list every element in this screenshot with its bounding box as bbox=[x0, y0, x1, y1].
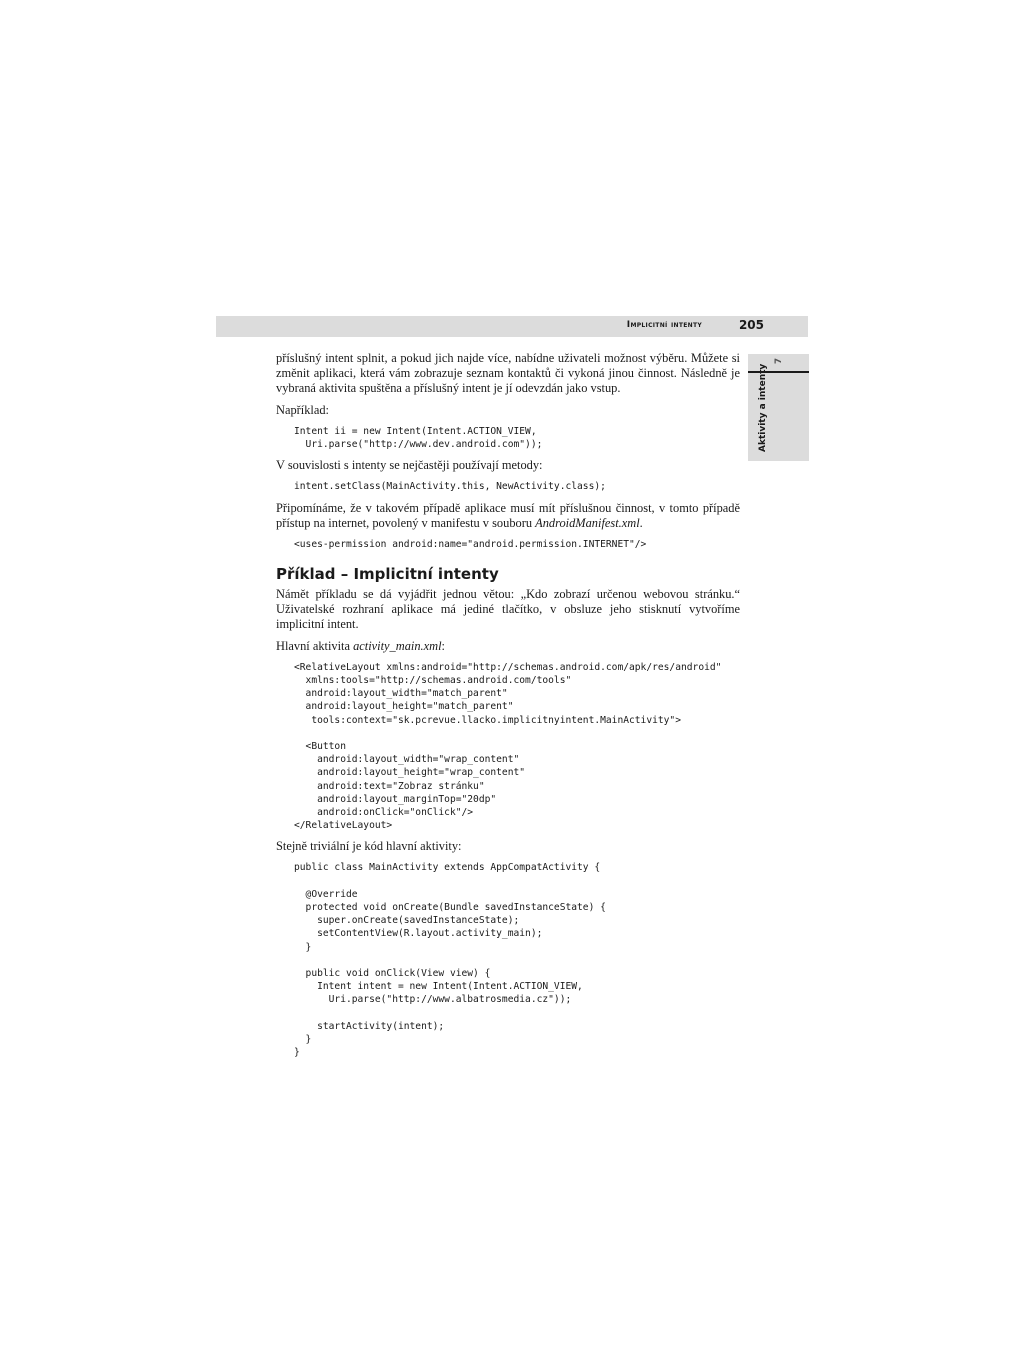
paragraph-main-activity bbox=[276, 639, 740, 654]
code-main-activity: public class MainActivity extends AppCompatActivity { @Override protected void onCreate(Bundle savedInstanceState) { super.onCreate(savedInstanceState); setContentView(R.layout.activity_main); } public void onClick(View view) { Intent intent = new Intent(Intent.ACTION_VIEW, Uri.parse("http://www.albatrosmedia.cz")); startActivity(intent); } } bbox=[294, 862, 606, 1059]
running-header-title: Implicitní intenty bbox=[626, 320, 702, 330]
paragraph-permission-end: . bbox=[639, 515, 643, 530]
paragraph-intro: příslušný intent splnit, a pokud jich najde více, nabídne uživateli možnost výběru. Můžete si změnit aplikaci, která vám zobrazuje seznam kontaktů či vykoná jinou činnost. Následně je vybraná aktivita spuštěna a příslušný intent je jí odevzdán jako vstup. bbox=[276, 351, 740, 395]
chapter-title: Aktivity a intenty bbox=[758, 363, 768, 452]
chapter-thumb-tab bbox=[748, 354, 809, 461]
code-intent-example: Intent ii = new Intent(Intent.ACTION_VIEW, Uri.parse("http://www.dev.android.com")); bbox=[294, 426, 543, 451]
paragraph-activity-code: Stejně triviální je kód hlavní aktivity: bbox=[276, 839, 462, 854]
paragraph-permission-text: Připomínáme, že v takovém případě aplikace musí mít příslušnou činnost, v tomto případě přístup na internet, povolený v manifestu v souboru bbox=[276, 500, 740, 530]
layout-filename: activity_main.xml bbox=[353, 638, 442, 653]
running-header bbox=[216, 316, 808, 337]
manifest-filename: AndroidManifest.xml bbox=[535, 515, 640, 530]
code-uses-permission: <uses-permission android:name="android.permission.INTERNET"/> bbox=[294, 538, 647, 550]
paragraph-main-activity-text: Hlavní aktivita bbox=[276, 638, 354, 653]
page-body bbox=[276, 351, 740, 1067]
chapter-number: 7 bbox=[774, 357, 784, 365]
paragraph-methods: V souvislosti s intenty se nejčastěji používají metody: bbox=[276, 458, 543, 473]
paragraph-example-description: Námět příkladu se dá vyjádřit jednou větou: „Kdo zobrazí určenou webovou stránku.“ Uživatelské rozhraní aplikace má jediné tlačítko, v obsluze jeho stisknutí vytvoříme implicitní intent. bbox=[276, 586, 740, 631]
paragraph-example-label: Například: bbox=[276, 403, 329, 417]
code-layout-xml: <RelativeLayout xmlns:android="http://schemas.android.com/apk/res/android" xmlns:tools="http://schemas.android.com/tools" android:layout_width="match_parent" android:layout_height="match_parent" tools:context="sk.pcrevue.llacko.implicitnyintent.MainActivity"> <Button android:layout_width="wrap_content" android:layout_height="wrap_content" android:text="Zobraz stránku" android:layout_marginTop="20dp" android:onClick="onClick"/> </RelativeLayout> bbox=[294, 661, 722, 832]
paragraph-permission bbox=[276, 501, 740, 531]
page-number: 205 bbox=[738, 318, 764, 332]
code-setclass: intent.setClass(MainActivity.this, NewActivity.class); bbox=[294, 481, 606, 493]
paragraph-main-activity-end: : bbox=[441, 638, 445, 653]
section-heading: Příklad – Implicitní intenty bbox=[276, 564, 499, 583]
